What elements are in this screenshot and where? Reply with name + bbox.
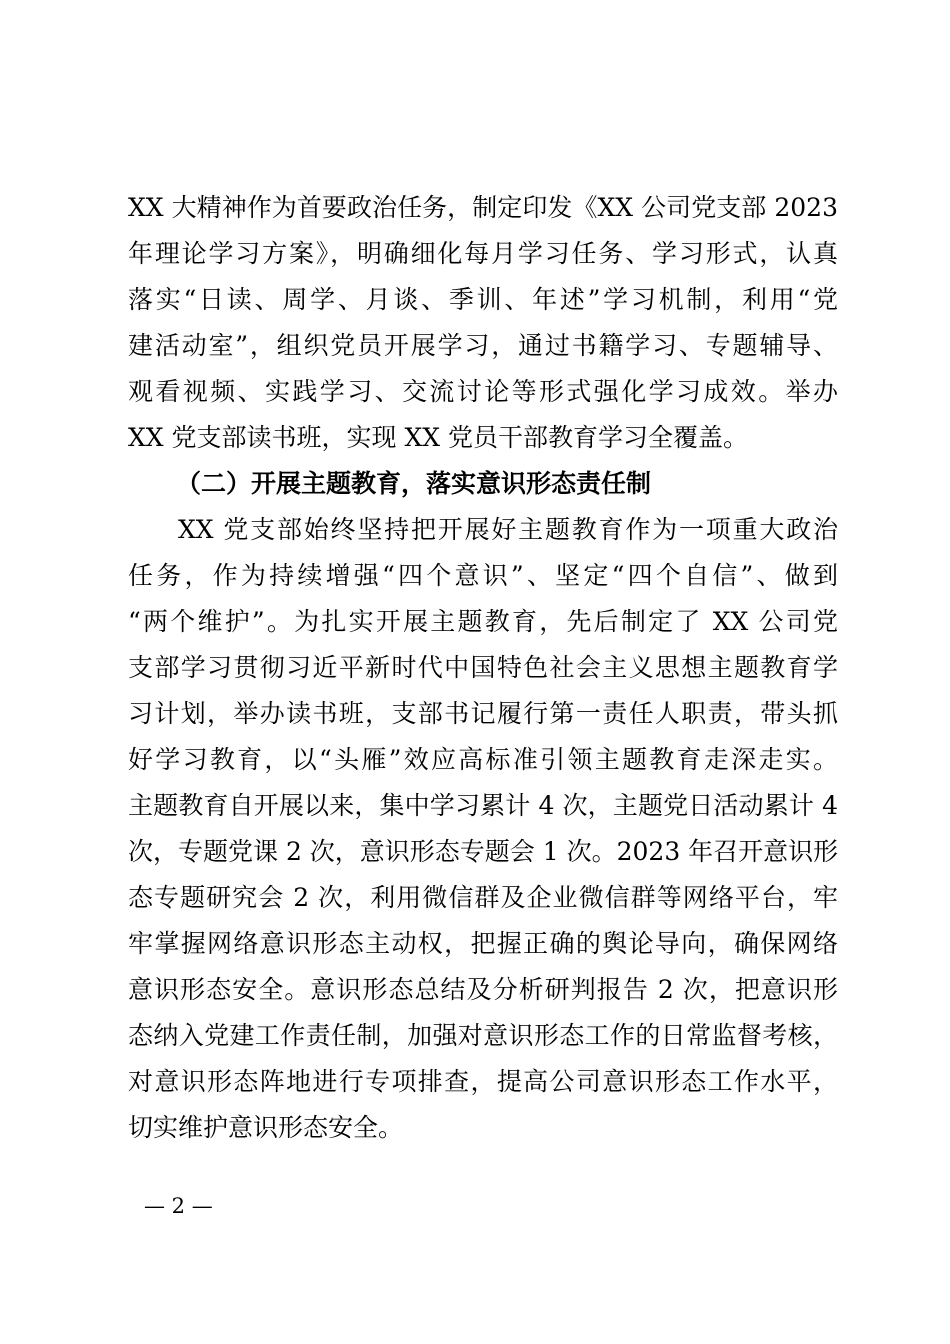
section-heading: （二）开展主题教育，落实意识形态责任制 <box>176 469 652 498</box>
paragraph-line: 态专题研究会 2 次，利用微信群及企业微信群等网络平台，牢 <box>128 883 838 912</box>
paragraph-line: 切实维护意识形态安全。 <box>128 1113 404 1142</box>
paragraph-line: 主题教育自开展以来，集中学习累计 4 次，主题党日活动累计 4 <box>128 791 838 820</box>
paragraph-line: 落实“日读、周学、月谈、季训、年述”学习机制，利用“党 <box>128 285 838 314</box>
paragraph-line: 观看视频、实践学习、交流讨论等形式强化学习成效。举办 <box>128 377 838 406</box>
page-number: — 2 — <box>144 1194 213 1218</box>
paragraph-line: XX 大精神作为首要政治任务，制定印发《XX 公司党支部 2023 <box>128 193 838 222</box>
paragraph-line: XX 党支部读书班，实现 XX 党员干部教育学习全覆盖。 <box>128 423 749 452</box>
paragraph-line: XX 党支部始终坚持把开展好主题教育作为一项重大政治 <box>178 515 838 544</box>
paragraph-line: 态纳入党建工作责任制，加强对意识形态工作的日常监督考核， <box>128 1021 838 1050</box>
paragraph-line: 习计划，举办读书班，支部书记履行第一责任人职责，带头抓 <box>128 699 838 728</box>
paragraph-line: 次，专题党课 2 次，意识形态专题会 1 次。2023 年召开意识形 <box>128 837 839 866</box>
paragraph-line: 意识形态安全。意识形态总结及分析研判报告 2 次，把意识形 <box>128 975 838 1004</box>
paragraph-line: 任务，作为持续增强“四个意识”、坚定“四个自信”、做到 <box>128 561 838 590</box>
paragraph-line: 好学习教育，以“头雁”效应高标准引领主题教育走深走实。 <box>128 745 838 774</box>
paragraph-line: 建活动室”，组织党员开展学习，通过书籍学习、专题辅导、 <box>128 331 838 360</box>
paragraph-line: “两个维护”。为扎实开展主题教育，先后制定了 XX 公司党 <box>128 607 838 636</box>
paragraph-line: 年理论学习方案》，明确细化每月学习任务、学习形式，认真 <box>128 239 838 268</box>
paragraph-line: 支部学习贯彻习近平新时代中国特色社会主义思想主题教育学 <box>128 653 838 682</box>
paragraph-line: 牢掌握网络意识形态主动权，把握正确的舆论导向，确保网络 <box>128 929 838 958</box>
paragraph-line: 对意识形态阵地进行专项排查，提高公司意识形态工作水平， <box>128 1067 838 1096</box>
